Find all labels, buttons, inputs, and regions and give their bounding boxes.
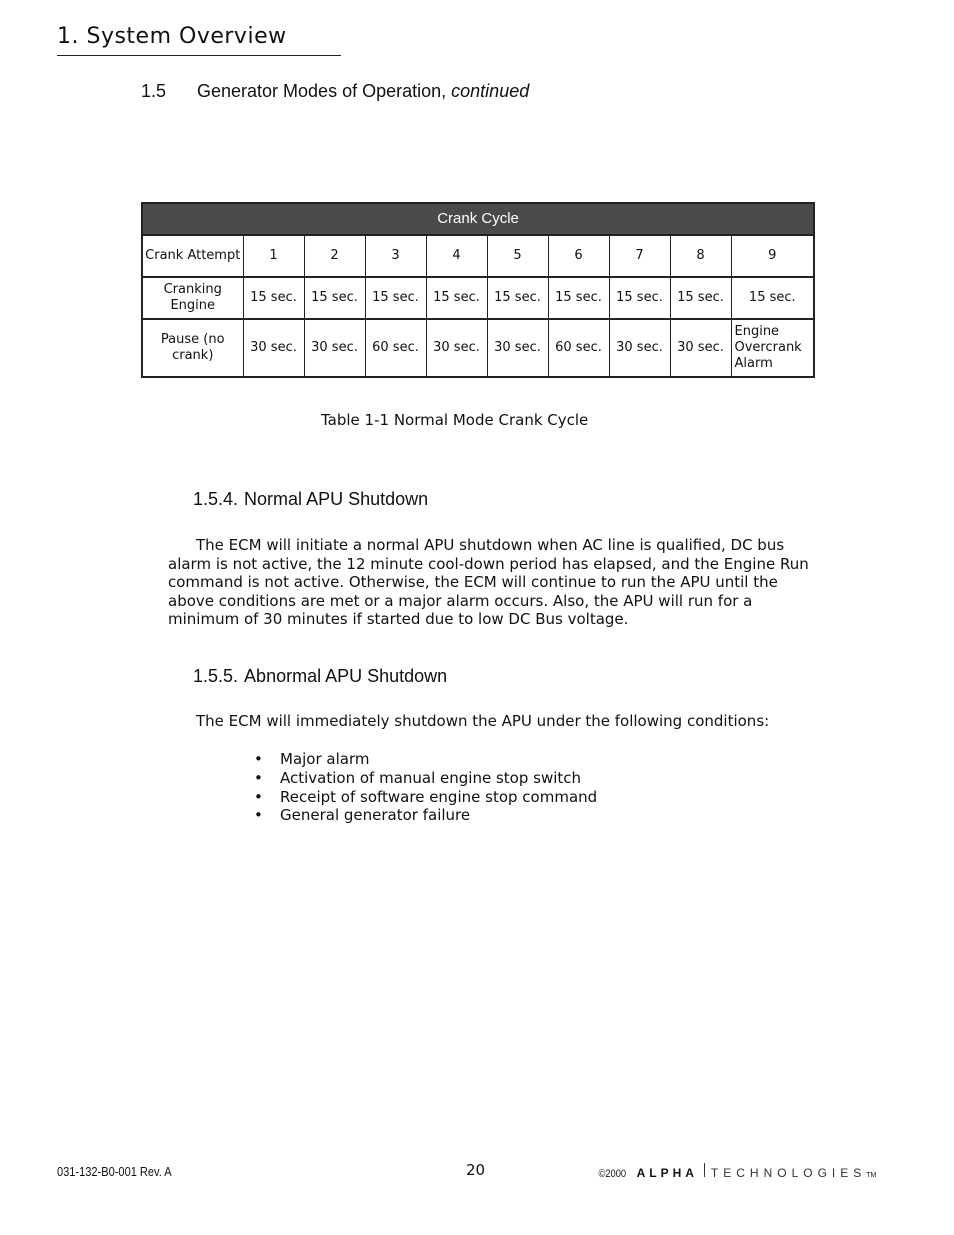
crank-cycle-table (141, 202, 815, 378)
table-cell: 15 sec. (243, 277, 304, 319)
section-number: 1.5 (141, 81, 167, 101)
table-cell: 60 sec. (365, 319, 426, 377)
section-suffix: continued (451, 81, 530, 101)
table-cell-overcrank-alarm: Engine Overcrank Alarm (731, 319, 814, 377)
row-label-crank-attempt: Crank Attempt (142, 235, 243, 277)
table-cell: 15 sec. (304, 277, 365, 319)
trademark-mark: TM (866, 1172, 877, 1179)
section-heading (141, 81, 529, 102)
abnormal-shutdown-paragraph: The ECM will immediately shutdown the APU under the following conditions: (196, 712, 770, 730)
normal-shutdown-paragraph: The ECM will initiate a normal APU shutdown when AC line is qualified, DC bus alarm is not active, the 12 minute cool-down period has elapsed, and the Engine Run command is not active. Otherwise, the ECM will continue to run the APU until the above conditions are met or a major alarm occurs. Also, the APU will run for a minimum of 30 minutes if started due to low DC Bus voltage. (168, 536, 809, 629)
subsection-title: Normal APU Shutdown (244, 489, 429, 509)
table-cell: 4 (426, 235, 487, 277)
table-cell: 7 (609, 235, 670, 277)
table-cell: 30 sec. (609, 319, 670, 377)
table-cell: 8 (670, 235, 731, 277)
brand-alpha: ALPHA (636, 1166, 698, 1180)
document-number: 031-132-B0-001 Rev. A (57, 1164, 172, 1179)
table-cell: 15 sec. (426, 277, 487, 319)
copyright-notice: ©2000 (598, 1168, 627, 1180)
table-cell: 1 (243, 235, 304, 277)
list-item: • Receipt of software engine stop command (252, 788, 597, 807)
table-cell: 15 sec. (487, 277, 548, 319)
table-cell: 30 sec. (426, 319, 487, 377)
section-title: Generator Modes of Operation, (197, 81, 447, 101)
company-logo (596, 1163, 876, 1180)
table-row (142, 319, 814, 377)
chapter-title: 1. System Overview (57, 24, 287, 49)
page-number: 20 (466, 1161, 486, 1179)
subsection-title: Abnormal APU Shutdown (244, 666, 448, 686)
table-cell: 60 sec. (548, 319, 609, 377)
chapter-title-underline (57, 55, 341, 56)
table-cell: 6 (548, 235, 609, 277)
shutdown-conditions-list (252, 750, 597, 825)
logo-divider (704, 1163, 705, 1177)
table-cell: 5 (487, 235, 548, 277)
table-cell: 3 (365, 235, 426, 277)
brand-technologies: TECHNOLOGIES (710, 1166, 867, 1180)
list-item: • Activation of manual engine stop switch (252, 769, 597, 788)
row-label-cranking-engine: Cranking Engine (142, 277, 243, 319)
table-caption: Table 1-1 Normal Mode Crank Cycle (321, 411, 589, 429)
table-cell: 15 sec. (548, 277, 609, 319)
subsection-number: 1.5.5. (193, 666, 239, 686)
table-cell: 9 (731, 235, 814, 277)
table-title: Crank Cycle (142, 203, 814, 235)
table-cell: 30 sec. (243, 319, 304, 377)
table-cell: 15 sec. (609, 277, 670, 319)
list-item: • General generator failure (252, 806, 597, 825)
subsection-heading-normal-shutdown (193, 489, 428, 510)
table-cell: 15 sec. (731, 277, 814, 319)
table-row (142, 235, 814, 277)
subsection-number: 1.5.4. (193, 489, 239, 509)
table-cell: 30 sec. (304, 319, 365, 377)
list-item: • Major alarm (252, 750, 597, 769)
row-label-pause: Pause (no crank) (142, 319, 243, 377)
table-cell: 2 (304, 235, 365, 277)
table-cell: 15 sec. (365, 277, 426, 319)
subsection-heading-abnormal-shutdown (193, 666, 447, 687)
table-cell: 30 sec. (670, 319, 731, 377)
table-cell: 30 sec. (487, 319, 548, 377)
table-cell: 15 sec. (670, 277, 731, 319)
table-row (142, 277, 814, 319)
